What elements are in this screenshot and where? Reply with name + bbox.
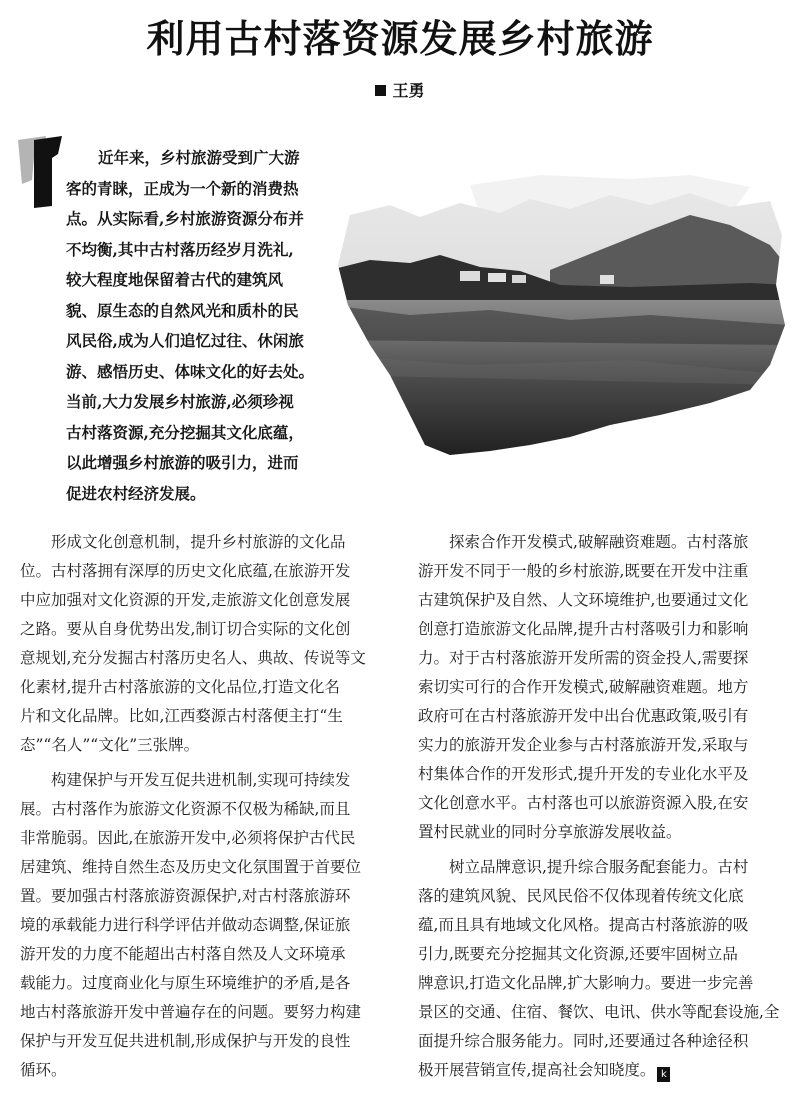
paragraph-line: 展。古村落作为旅游文化资源不仅极为稀缺,而且 — [20, 800, 351, 818]
author-name: 王勇 — [392, 81, 425, 100]
body-paragraph — [418, 853, 780, 1085]
intro-line: 游、感悟历史、体味文化的好去处。 — [66, 361, 315, 381]
end-mark-icon: k — [657, 1067, 670, 1082]
paragraph-line: 载能力。过度商业化与原生环境维护的矛盾,是各 — [20, 974, 351, 992]
paragraph-line: 中应加强对文化资源的开发,走旅游文化创意发展 — [20, 591, 351, 609]
paragraph-line: 境的承载能力进行科学评估并做动态调整,保证旅 — [20, 916, 351, 934]
intro-line: 风民俗,成为人们追忆过往、休闲旅 — [66, 331, 304, 350]
paragraph-line: 游开发的力度不能超出古村落自然及人文环境承 — [20, 945, 346, 963]
intro-line: 貌、原生态的自然风光和质朴的民 — [66, 300, 299, 320]
article-title: 利用古村落资源发展乡村旅游 — [146, 17, 654, 61]
intro-line: 较大程度地保留着古代的建筑风 — [66, 270, 284, 289]
left-column — [20, 528, 382, 1091]
paragraph-line: 置村民就业的同时分享旅游发展收益。 — [418, 823, 682, 841]
body-paragraph — [20, 766, 382, 1085]
body-paragraph — [20, 528, 382, 760]
paragraph-line: 置。要加强古村落旅游资源保护,对古村落旅游环 — [20, 887, 351, 905]
intro-line: 不均衡,其中古村落历经岁月洗礼, — [66, 239, 294, 259]
paragraph-line: 力。对于古村落旅游开发所需的资金投人,需要探 — [418, 649, 749, 667]
intro-line: 促进农村经济发展。 — [66, 483, 206, 503]
intro-line: 点。从实际看,乡村旅游资源分布并 — [66, 209, 304, 228]
body-paragraph — [418, 528, 780, 847]
paragraph-line: 探索合作开发模式,破解融资难题。古村落旅 — [449, 533, 749, 551]
paragraph-line: 索切实可行的合作开发模式,破解融资难题。地方 — [418, 678, 749, 696]
intro-paragraph — [66, 143, 376, 509]
paragraph-line: 保护与开发互促共进机制,形成保护与开发的良性 — [20, 1032, 351, 1050]
author-line — [0, 78, 800, 101]
paragraph-line: 蕴,而且具有地域文化风格。提高古村落旅游的吸 — [418, 916, 749, 934]
paragraph-line: 地古村落旅游开发中普遍存在的问题。要努力构建 — [20, 1003, 362, 1021]
paragraph-line: 之路。要从自身优势出发,制订切合实际的文化创 — [20, 620, 351, 638]
intro-line: 古村落资源,充分挖掘其文化底蕴， — [66, 422, 304, 442]
paragraph-line: 非常脆弱。因此,在旅游开发中,必须将保护古代民 — [20, 829, 356, 847]
paragraph-line: 政府可在古村落旅游开发中出台优惠政策,吸引有 — [418, 707, 749, 725]
paragraph-line: 面提升综合服务能力。同时,还要通过各种途径积 — [418, 1032, 749, 1050]
paragraph-line: 牌意识,打造文化品牌,扩大影响力。要进一步完善 — [418, 974, 754, 992]
paragraph-line: 态”“名人”“文化”三张牌。 — [20, 736, 200, 754]
intro-line: 当前,大力发展乡村旅游,必须珍视 — [66, 392, 294, 411]
quote-mark-icon — [12, 132, 68, 212]
paragraph-line: 古建筑保护及自然、人文环境维护,也要通过文化 — [418, 591, 749, 609]
paragraph-line: 引力,既要充分挖掘其文化资源,还要牢固树立品 — [418, 945, 738, 963]
paragraph-line: 片和文化品牌。比如,江西婺源古村落便主打“生 — [20, 707, 343, 725]
paragraph-line: 景区的交通、住宿、餐饮、电讯、供水等配套设施,全 — [418, 1003, 780, 1021]
paragraph-line: 形成文化创意机制，提升乡村旅游的文化品 — [51, 533, 346, 551]
paragraph-line: 实力的旅游开发企业参与古村落旅游开发,采取与 — [418, 736, 749, 754]
intro-line: 客的青睐，正成为一个新的消费热 — [66, 178, 299, 198]
paragraph-line: 文化创意水平。古村落也可以旅游资源入股,在安 — [418, 794, 749, 812]
paragraph-line: 树立品牌意识,提升综合服务配套能力。古村 — [449, 858, 749, 876]
paragraph-line: 村集体合作的开发形式,提升开发的专业化水平及 — [418, 765, 749, 783]
paragraph-line: 化素材,提升古村落旅游的文化品位,打造文化名 — [20, 678, 340, 696]
intro-line: 以此增强乡村旅游的吸引力，进而 — [66, 453, 299, 472]
paragraph-line: 居建筑、维持自然生态及历史文化氛围置于首要位 — [20, 858, 362, 876]
paragraph-line: 循环。 — [20, 1061, 67, 1079]
paragraph-line: 游开发不同于一般的乡村旅游,既要在开发中注重 — [418, 562, 749, 580]
intro-line: 近年来，乡村旅游受到广大游 — [98, 148, 300, 167]
paragraph-line: 创意打造旅游文化品牌,提升古村落吸引力和影响 — [418, 620, 749, 638]
right-column — [418, 528, 780, 1091]
paragraph-line: 意规划,充分发掘古村落历史名人、典故、传说等文 — [20, 649, 366, 667]
paragraph-line: 构建保护与开发互促共进机制,实现可持续发 — [51, 771, 351, 789]
paragraph-line: 极开展营销宣传,提高社会知晓度。 k — [418, 1056, 780, 1085]
paragraph-line: 位。古村落拥有深厚的历史文化底蕴,在旅游开发 — [20, 562, 351, 580]
village-lake-photo — [330, 175, 788, 460]
paragraph-line: 落的建筑风貌、民风民俗不仅体现着传统文化底 — [418, 887, 744, 905]
author-square-icon — [375, 85, 386, 96]
